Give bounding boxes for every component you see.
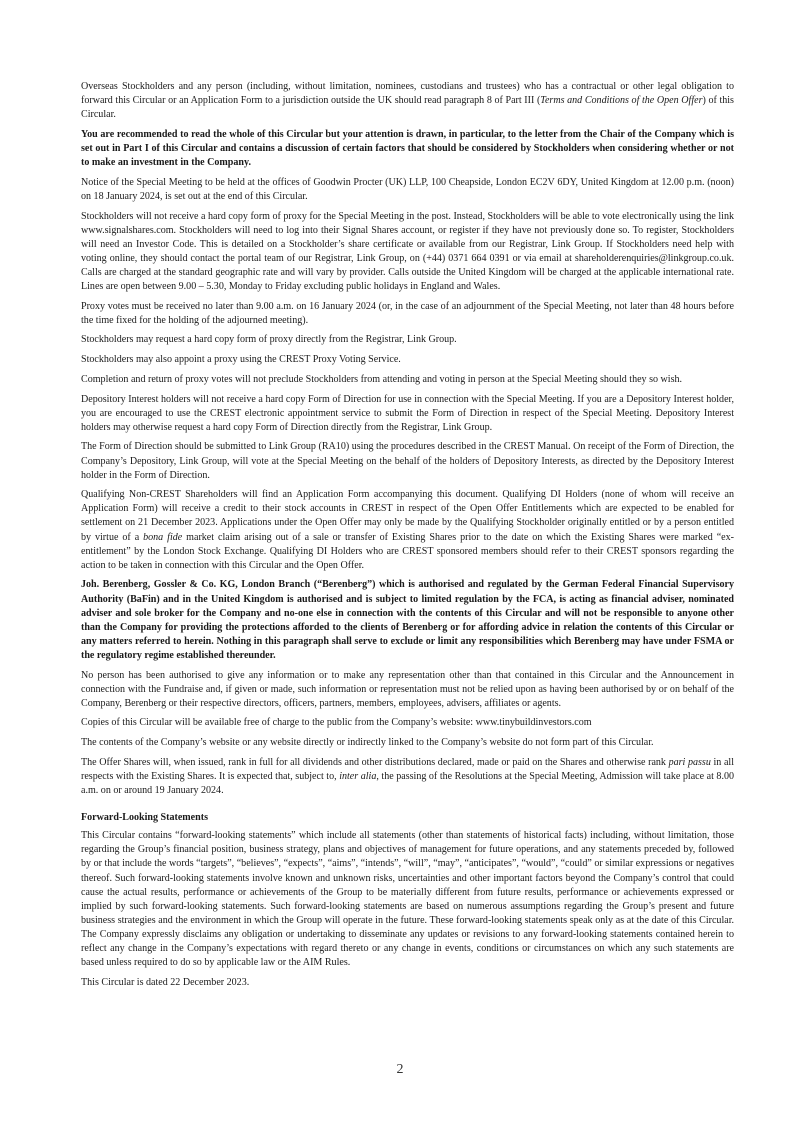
page-number: 2 (396, 1062, 404, 1077)
crest-proxy-paragraph: Stockholders may also appoint a proxy using the CREST Proxy Voting Service. (81, 354, 401, 366)
qualifying-holders-paragraph (81, 488, 734, 573)
recommendation-paragraph: You are recommended to read the whole of this Circular but your attention is drawn, in particular, to the letter from the Chair of the Company which is set out in Part I of this Circular and contains a discussion of certain factors that should be considered by Stockholders when considering whether or not to make an investment in the Company. (81, 128, 734, 169)
text-run: market claim arising out of a sale or transfer of Existing Shares prior to the date on which the Existing Shares were marked “ex-entitlement” by the London Stock Exchange. Qualifying DI Holders who are CREST sponsored members should refer to their CREST sponsors regarding the action to be taken in connection with this Circular and the Open Offer. (81, 531, 734, 571)
depository-interest-paragraph: Depository Interest holders will not receive a hard copy Form of Direction for use in connection with the Special Meeting. If you are a Depository Interest holder, you are encouraged to use the CREST electronic appointment service to submit the Form of Direction in respect of the Special Meeting. Depository Interest holders may otherwise request a hard copy Form of Direction directly from the Registrar, Link Group. (81, 393, 734, 433)
special-meeting-notice-paragraph: Notice of the Special Meeting to be held at the offices of Goodwin Procter (UK) LLP, 100 Cheapside, London EC2V 6DY, United Kingdom at 12.00 p.m. (noon) on 18 January 2024, is set out at the end of this Circular. (81, 176, 734, 202)
text-run: , the passing of the Resolutions at the Special Meeting, Admission will take place at 8.00 a.m. on or around 19 January 2024. (81, 770, 734, 797)
berenberg-paragraph: Joh. Berenberg, Gossler & Co. KG, London Branch (“Berenberg”) which is authorised and regulated by the German Federal Financial Supervisory Authority (BaFin) and in the United Kingdom is authorised and is subject to limited regulation by the FCA, is acting as financial adviser, nominated adviser and sole broker for the Company and no-one else in connection with the contents of this Circular and will not be responsible to anyone other than the Company for providing the protections afforded to the clients of Berenberg or for affording advice in relation the contents of this Circular or any matters referred to herein. Nothing in this paragraph shall serve to exclude or limit any responsibilities which Berenberg may have under FSMA or the regulatory regime established thereunder. (81, 579, 734, 661)
italic-term: bona fide (143, 531, 183, 543)
forward-looking-heading: Forward-Looking Statements (81, 812, 208, 824)
document-page (81, 80, 734, 995)
circular-date-paragraph: This Circular is dated 22 December 2023. (81, 976, 250, 988)
electronic-voting-paragraph: Stockholders will not receive a hard copy form of proxy for the Special Meeting in the post. Instead, Stockholders will be able to vote electronically using the link www.signalshares.com. Stockholders will need to log into their Signal Shares account, or register if they have not previously done so. To register, Stockholders will need an Investor Code. This is detailed on a Stockholder’s share certificate or available from our Registrar, Link Group. If Stockholders need help with voting online, they should contact the portal team of our Registrar, Link Group, on (+44) 0371 664 0391 or via email at shareholderenquiries@linkgroup.co.uk. Calls are charged at the standard geographic rate and will vary by provider. Calls outside the United Kingdom will be charged at the applicable international rate. Lines are open between 9.00 – 5.30, Monday to Friday excluding public holidays in England and Wales. (81, 210, 734, 292)
italic-term: pari passu (668, 756, 711, 768)
italic-term: inter alia (339, 770, 377, 782)
text-run: Overseas Stockholders and any person (including, without limitation, nominees, custodians and trustees) who has a contractual or other legal obligation to forward this Circular or an Application Form to a jurisdiction outside the UK should read paragraph 8 of Part III ( (81, 81, 734, 107)
overseas-stockholders-paragraph (81, 80, 734, 122)
attendance-paragraph: Completion and return of proxy votes will not preclude Stockholders from attending and voting in person at the Special Meeting should they so wish. (81, 373, 683, 385)
website-disclaimer-paragraph: The contents of the Company’s website or any website directly or indirectly linked to the Company’s website do not form part of this Circular. (81, 737, 654, 749)
copies-availability-paragraph: Copies of this Circular will be available free of charge to the public from the Company’s website: www.tinybuildinvestors.com (81, 717, 592, 729)
proxy-deadline-paragraph: Proxy votes must be received no later than 9.00 a.m. on 16 January 2024 (or, in the case of an adjournment of the Special Meeting, not later than 48 hours before the time fixed for the holding of the adjourned meeting). (81, 300, 734, 326)
form-of-direction-paragraph: The Form of Direction should be submitted to Link Group (RA10) using the procedures described in the CREST Manual. On receipt of the Form of Direction, the Company’s Depository, Link Group, will vote at the Special Meeting on the behalf of the holders of Depository Interests, as directed by the Depository Interest holder in the Form of Direction. (81, 441, 734, 481)
italic-reference: Terms and Conditions of the Open Offer (540, 95, 703, 107)
text-run: ) of this Circular. (81, 95, 734, 121)
hard-copy-proxy-paragraph: Stockholders may request a hard copy form of proxy directly from the Registrar, Link Group. (81, 334, 457, 346)
text-run: Qualifying Non-CREST Shareholders will find an Application Form accompanying this document. Qualifying DI Holders (none of whom will receive an Application Form) will receive a credit to their stock accounts in CREST in respect of the Open Offer Entitlements which are expected to be enabled for settlement on 21 December 2023. Applications under the Open Offer may only be made by the Qualifying Stockholder originally entitled or by a person entitled by virtue of a (81, 489, 734, 543)
text-run: The Offer Shares will, when issued, rank in full for all dividends and other distributions declared, made or paid on the Shares and otherwise rank (81, 756, 669, 768)
forward-looking-paragraph: This Circular contains “forward-looking statements” which include all statements (other than statements of historical facts) including, without limitation, those regarding the Group’s financial position, business strategy, plans and objectives of management for future operations, and any statements preceded by, followed by or that include the words “targets”, “believes”, “expects”, “aims”, “intends”, “will”, “may”, “anticipates”, “would”, “could” or similar expressions or negatives thereof. Such forward-looking statements involve known and unknown risks, uncertainties and other important factors beyond the Company’s control that could cause the actual results, performance or achievements of the Group to be materially different from future results, performance or achievements expressed or implied by such forward-looking statements. Such forward-looking statements are based on numerous assumptions regarding the Group’s present and future business strategies and the environment in which the Group will operate in the future. These forward-looking statements speak only as at the date of this Circular. The Company expressly disclaims any obligation or undertaking to disseminate any updates or revisions to any forward-looking statements contained herein to reflect any change in the Company’s expectations with regard thereto or any change in events, conditions or circumstances on which any such statements are based unless required to do so by applicable law or the AIM Rules. (81, 830, 734, 969)
no-authorisation-paragraph: No person has been authorised to give any information or to make any representation other than that contained in this Circular and the Announcement in connection with the Fundraise and, if given or made, such information or representation must not be relied upon as having been authorised by or on behalf of the Company, Berenberg or their respective directors, officers, partners, members, employees, advisers, affiliates or agents. (81, 669, 734, 709)
text-run: in all respects with the Existing Shares. It is expected that, subject to, (81, 756, 734, 782)
offer-shares-paragraph (81, 756, 734, 798)
